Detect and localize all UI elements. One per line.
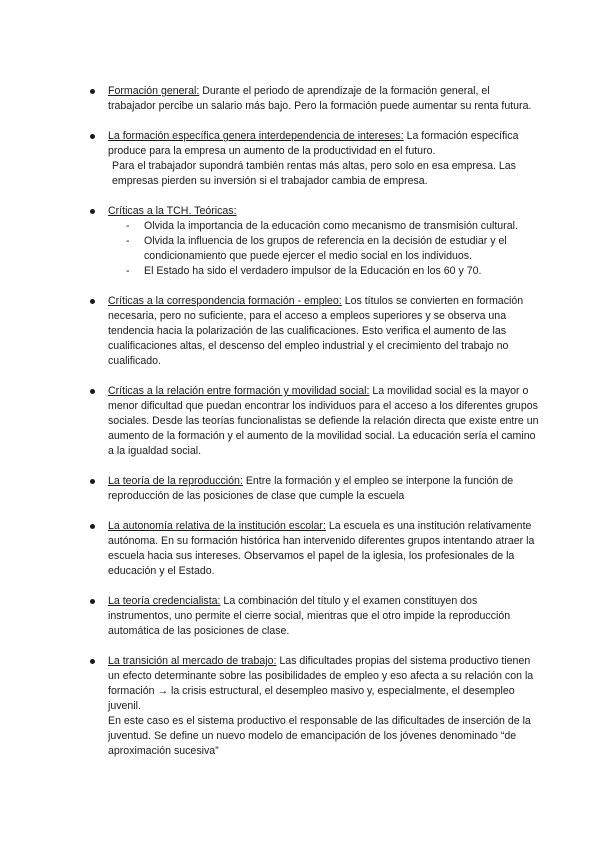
bullet-icon [90,599,95,604]
bullet-icon [90,524,95,529]
item-text: La movilidad social es la mayor o menor dificultad que puedan encontrar los individuos para el acceso a los diferentes grupos sociales. Desde las teorías funcionalistas se defiende la relación directa que existe entre un aumento de la formación y el aumento de la movilidad social. La educación sería el camino a la igualdad social. [108,385,539,457]
sub-list-item [108,264,540,279]
item-text: La combinación del título y el examen constituyen dos instrumentos, uno permite el cierre social, mientras que el otro impide la reproducción automática de las posiciones de clase. [108,595,511,637]
bullet-icon [90,389,95,394]
bullet-item-autonomia [90,519,540,579]
item-text: La formación específica produce para la empresa un aumento de la productividad en el futuro. [108,130,519,157]
sub-list-item [108,219,540,234]
item-text: La escuela es una institución relativamente autónoma. En su formación histórica han intervenido diferentes grupos intentando atraer la escuela hacia sus intereses. Observamos el papel de la iglesia, los profesionales de la educación y el Estado. [108,520,535,577]
item-title: Críticas a la correspondencia formación - empleo: [108,295,342,307]
item-title: La transición al mercado de trabajo: [108,655,277,667]
bullet-item-credencialista [90,594,540,639]
item-title: La teoría de la reproducción: [108,475,243,487]
sub-list-item [108,234,540,264]
bullet-item-criticas-tch [90,204,540,279]
dash-icon: - [126,235,130,247]
bullet-icon [90,134,95,139]
item-text: Entre la formación y el empleo se interpone la función de reproducción de las posiciones de clase que cumple la escuela [108,475,514,502]
dash-icon: - [126,220,130,232]
item-title: La teoría credencialista: [108,595,221,607]
item-title: Formación general: [108,85,200,97]
dash-icon: - [126,265,130,277]
bullet-item-formacion-especifica [90,129,540,189]
sub-item-text: Olvida la importancia de la educación como mecanismo de transmisión cultural. [144,220,518,232]
bullet-icon [90,659,95,664]
item-title: La formación específica genera interdependencia de intereses: [108,130,404,142]
bullet-icon [90,209,95,214]
item-text-continued: Para el trabajador supondrá también rentas más altas, pero solo en esa empresa. Las empresas pierden su inversión si el trabajador cambia de empresa. [112,160,516,187]
item-title: Críticas a la relación entre formación y movilidad social: [108,385,370,397]
bullet-item-correspondencia [90,294,540,369]
bullet-item-transicion [90,654,540,759]
item-text-continued: En este caso es el sistema productivo el responsable de las dificultades de inserción de la juventud. Se define un nuevo modelo de emancipación de los jóvenes denominado “de aproximación sucesiva” [108,715,531,757]
bullet-icon [90,89,95,94]
bullet-icon [90,479,95,484]
item-title: La autonomía relativa de la institución escolar: [108,520,326,532]
bullet-item-movilidad-social [90,384,540,459]
bullet-item-formacion-general [90,84,540,114]
sub-item-text: El Estado ha sido el verdadero impulsor de la Educación en los 60 y 70. [144,265,482,277]
sub-list [108,219,540,279]
item-text: Durante el periodo de aprendizaje de la formación general, el trabajador percibe un salario más bajo. Pero la formación puede aumentar su renta futura. [108,85,532,112]
sub-item-text: Olvida la influencia de los grupos de referencia en la decisión de estudiar y el condicionamiento que puede ejercer el medio social en los individuos. [144,235,507,262]
bullet-icon [90,299,95,304]
bullet-item-reproduccion [90,474,540,504]
item-text: Los títulos se convierten en formación necesaria, pero no suficiente, para el acceso a empleos superiores y se observa una tendencia hacia la polarización de las cualificaciones. Esto verifica el aumento de las cualificaciones altas, el descenso del empleo industrial y el crecimiento del trabajo no cualificado. [108,295,524,367]
item-text: Las dificultades propias del sistema productivo tienen un efecto determinante sobre las posibilidades de empleo y eso afecta a su relación con la formación → la crisis estructural, el desempleo masivo y, especialmente, el desempleo juvenil. [108,655,534,712]
item-title: Críticas a la TCH. Teóricas: [108,205,237,217]
